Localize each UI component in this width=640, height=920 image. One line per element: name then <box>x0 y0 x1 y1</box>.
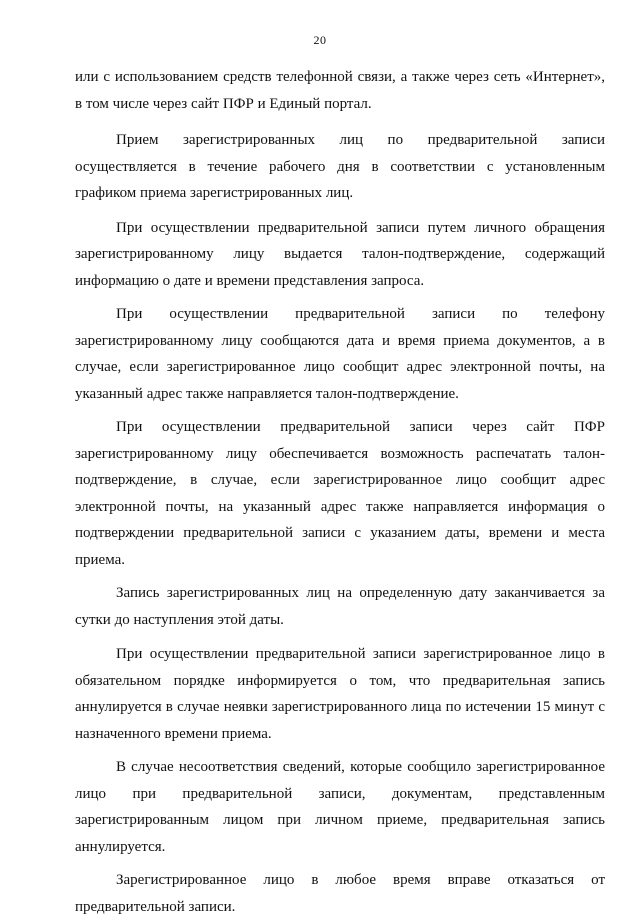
document-body <box>75 64 605 920</box>
paragraph-continuation: или с использованием средств телефонной связи, а также через сеть «Интернет», в том числе через сайт ПФР и Единый портал. <box>75 69 605 112</box>
paragraph-reception-schedule: Прием зарегистрированных лиц по предварительной записи осуществляется в течение рабочего дня в соответствии с установленным графиком приема зарегистрированных лиц. <box>75 132 605 201</box>
page-number: 20 <box>313 33 327 47</box>
paragraph-refusal: Зарегистрированное лицо в любое время вправе отказаться от предварительной записи. <box>75 872 605 915</box>
paragraph-booking-deadline: Запись зарегистрированных лиц на определенную дату заканчивается за сутки до наступления этой даты. <box>75 585 605 628</box>
paragraph-website-booking: При осуществлении предварительной записи через сайт ПФР зарегистрированному лицу обеспечивается возможность распечатать талон-подтверждение, в случае, если зарегистрированное лицо сообщит адрес электронной почты, на указанный адрес также направляется информация о подтверждении предварительной записи с указанием даты, времени и места приема. <box>75 419 605 568</box>
paragraph-personal-visit: При осуществлении предварительной записи путем личного обращения зарегистрированному лицу выдается талон-подтверждение, содержащий информацию о дате и времени представления запроса. <box>75 219 605 289</box>
paragraph-cancellation-mismatch: В случае несоответствия сведений, которые сообщило зарегистрированное лицо при предварительной записи, документам, представленным зарегистрированным лицом при личном приеме, предварительная запись аннулируется. <box>75 759 605 855</box>
paragraph-phone-booking: При осуществлении предварительной записи по телефону зарегистрированному лицу сообщаются дата и время приема документов, а в случае, если зарегистрированное лицо сообщит адрес электронной почты, на указанный адрес также направляется талон-подтверждение. <box>75 306 605 402</box>
paragraph-cancellation-no-show: При осуществлении предварительной записи зарегистрированное лицо в обязательном порядке информируется о том, что предварительная запись аннулируется в случае неявки зарегистрированного лица по истечении 15 минут с назначенного времени приема. <box>75 646 605 742</box>
